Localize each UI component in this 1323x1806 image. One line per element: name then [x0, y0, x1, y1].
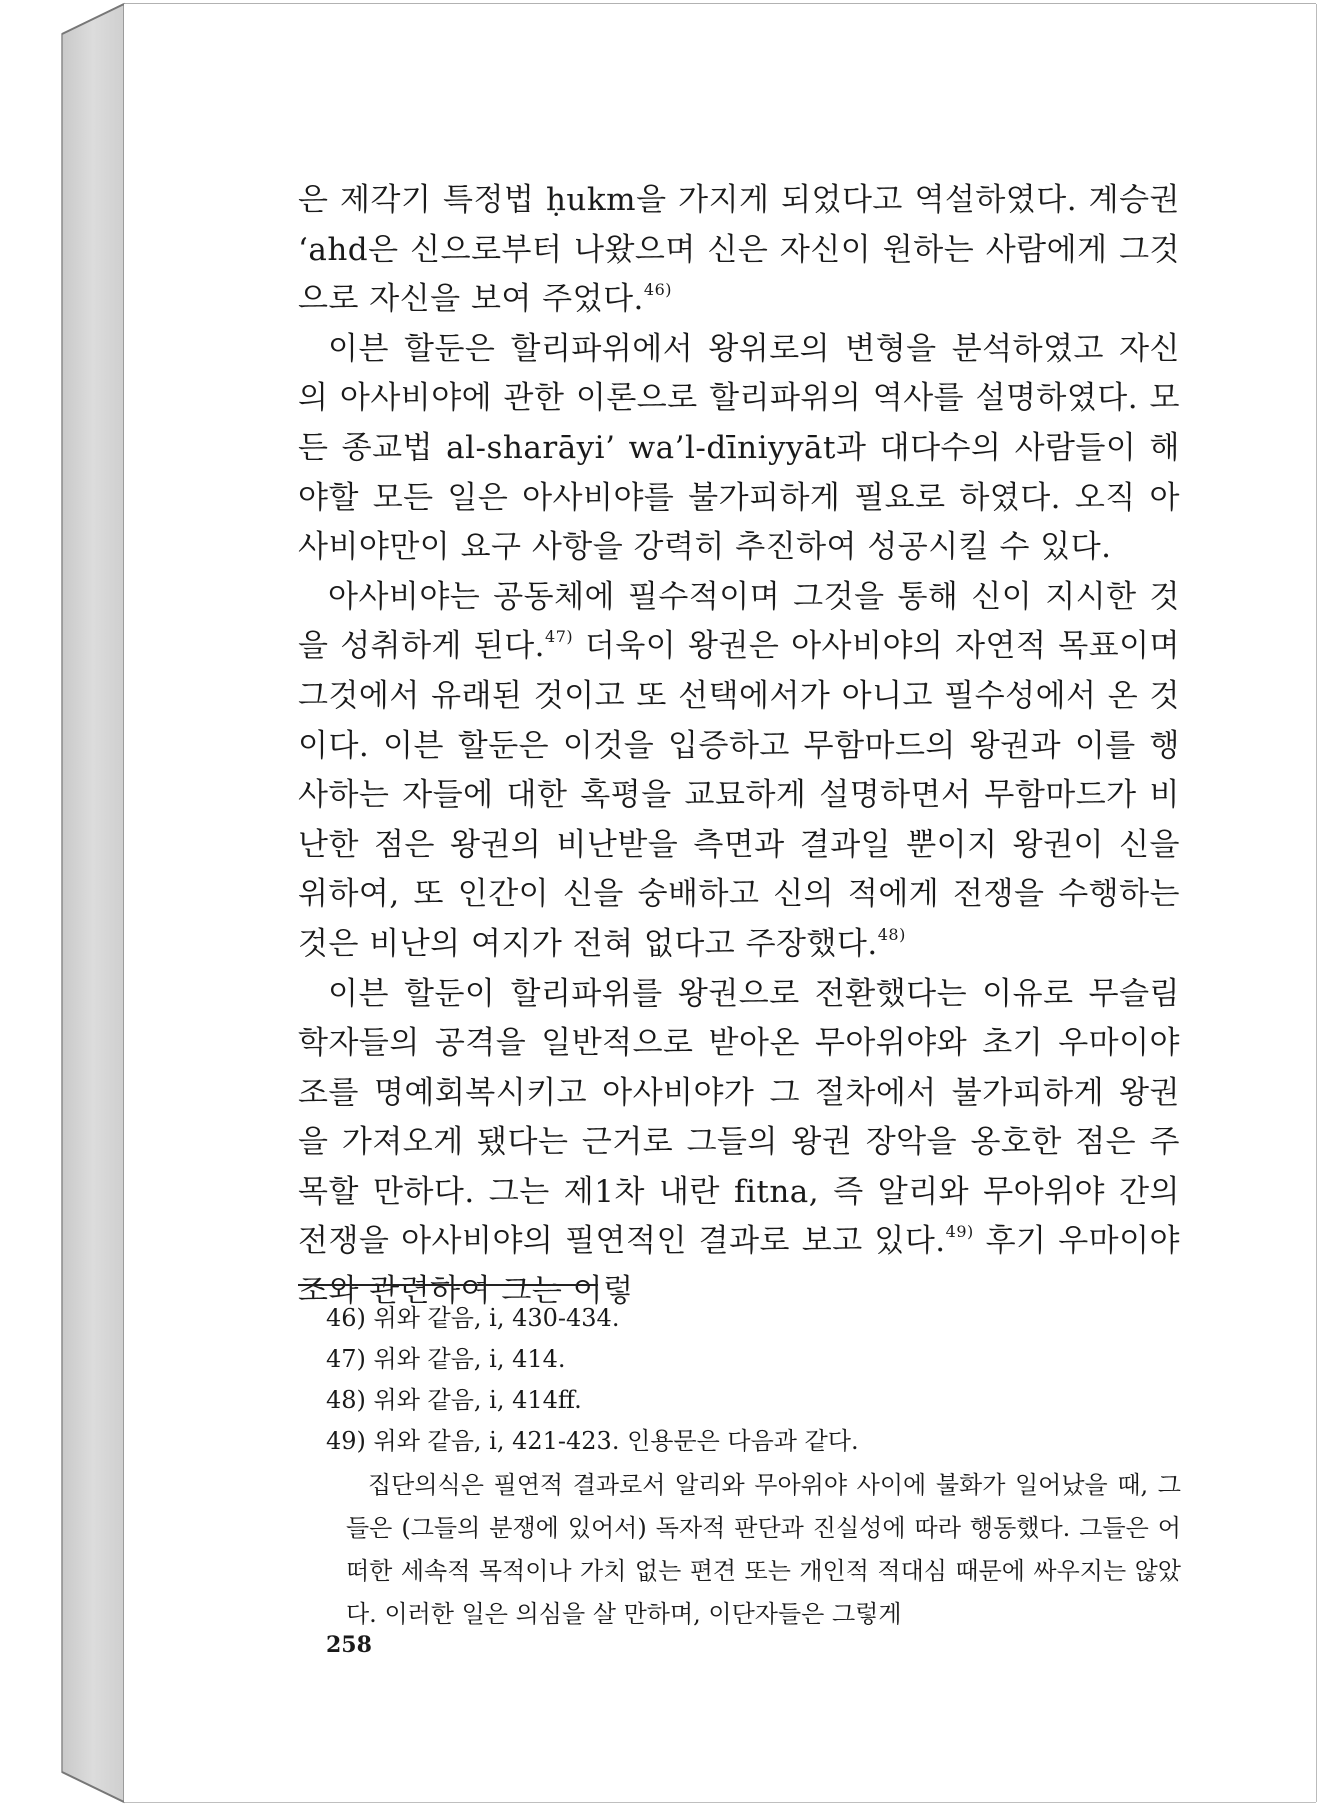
- paragraph-text: 후기 우마이야조와 관련하여 그는 이렇: [298, 1223, 1181, 1310]
- paragraph-text: 이븐 할둔은 할리파위에서 왕위로의 변형을 분석하였고 자신의 아사비야에 관한 이론으로 할리파위의 역사를 설명하였다. 모든 종교법 al-sharāyi’ wa’l-dīniyyāt과 대다수의 사람들이 해야할 모든 일은 아사비야를 불가피하게 필요로 하였다. 오직 아사비야만이 요구 사항을 강력히 추진하여 성공시킬 수 있다.: [298, 330, 1180, 566]
- paragraph-text: 은 제각기 특정법 ḥukm을 가지게 되었다고 역설하였다. 계승권 ‘ahd은 신으로부터 나왔으며 신은 자신이 원하는 사람에게 그것으로 자신을 보여 주었다.: [298, 182, 1180, 318]
- footnote-ref: 48): [877, 924, 906, 944]
- footnotes: [326, 1298, 1186, 1636]
- footnote: 46) 위와 같음, i, 430-434.: [326, 1304, 620, 1332]
- footnote-ref: 46): [643, 280, 672, 300]
- footnote-ref: 47): [545, 627, 574, 647]
- footnote: 47) 위와 같음, i, 414.: [326, 1345, 566, 1373]
- paragraph-text: 아사비야는 공동체에 필수적이며 그것을 통해 신이 지시한 것을 성취하게 된다.: [298, 578, 1180, 665]
- paragraph: [298, 325, 1180, 573]
- footnote: 48) 위와 같음, i, 414ff.: [326, 1386, 582, 1414]
- paragraph: [298, 970, 1180, 1317]
- footnote-quote: 집단의식은 필연적 결과로서 알리와 무아위야 사이에 불화가 일어났을 때, 그들은 (그들의 분쟁에 있어서) 독자적 판단과 진실성에 따라 행동했다. 그들은 어떠한 세속적 목적이나 가치 없는 편견 또는 개인적 적대심 때문에 싸우지는 않았다. 이러한 일은 의심을 살 만하며, 이단자들은 그렇게: [346, 1471, 1181, 1628]
- paragraph: [298, 176, 1180, 325]
- page-number: 258: [326, 1632, 372, 1658]
- main-text: [298, 176, 1180, 1317]
- footnote-ref: 49): [945, 1222, 974, 1242]
- paragraph: [298, 573, 1180, 970]
- paragraph-text: 더욱이 왕권은 아사비야의 자연적 목표이며 그것에서 유래된 것이고 또 선택에서가 아니고 필수성에서 온 것이다. 이븐 할둔은 이것을 입증하고 무함마드의 왕권과 이를 행사하는 자들에 대한 혹평을 교묘하게 설명하면서 무함마드가 비난한 점은 왕권의 비난받을 측면과 결과일 뿐이지 왕권이 신을 위하여, 또 인간이 신을 숭배하고 신의 적에게 전쟁을 수행하는 것은 비난의 여지가 전혀 없다고 주장했다.: [298, 628, 1181, 962]
- paragraph-text: 이븐 할둔이 할리파위를 왕권으로 전환했다는 이유로 무슬림 학자들의 공격을 일반적으로 받아온 무아위야와 초기 우마이야조를 명예회복시키고 아사비야가 그 절차에서 불가피하게 왕권을 가져오게 됐다는 근거로 그들의 왕권 장악을 옹호한 점은 주목할 만하다. 그는 제1차 내란 fitna, 즉 알리와 무아위야 간의 전쟁을 아사비야의 필연적인 결과로 보고 있다.: [298, 975, 1180, 1260]
- footnote: 49) 위와 같음, i, 421-423. 인용문은 다음과 같다.: [326, 1427, 859, 1455]
- footnote-divider: [298, 1284, 598, 1286]
